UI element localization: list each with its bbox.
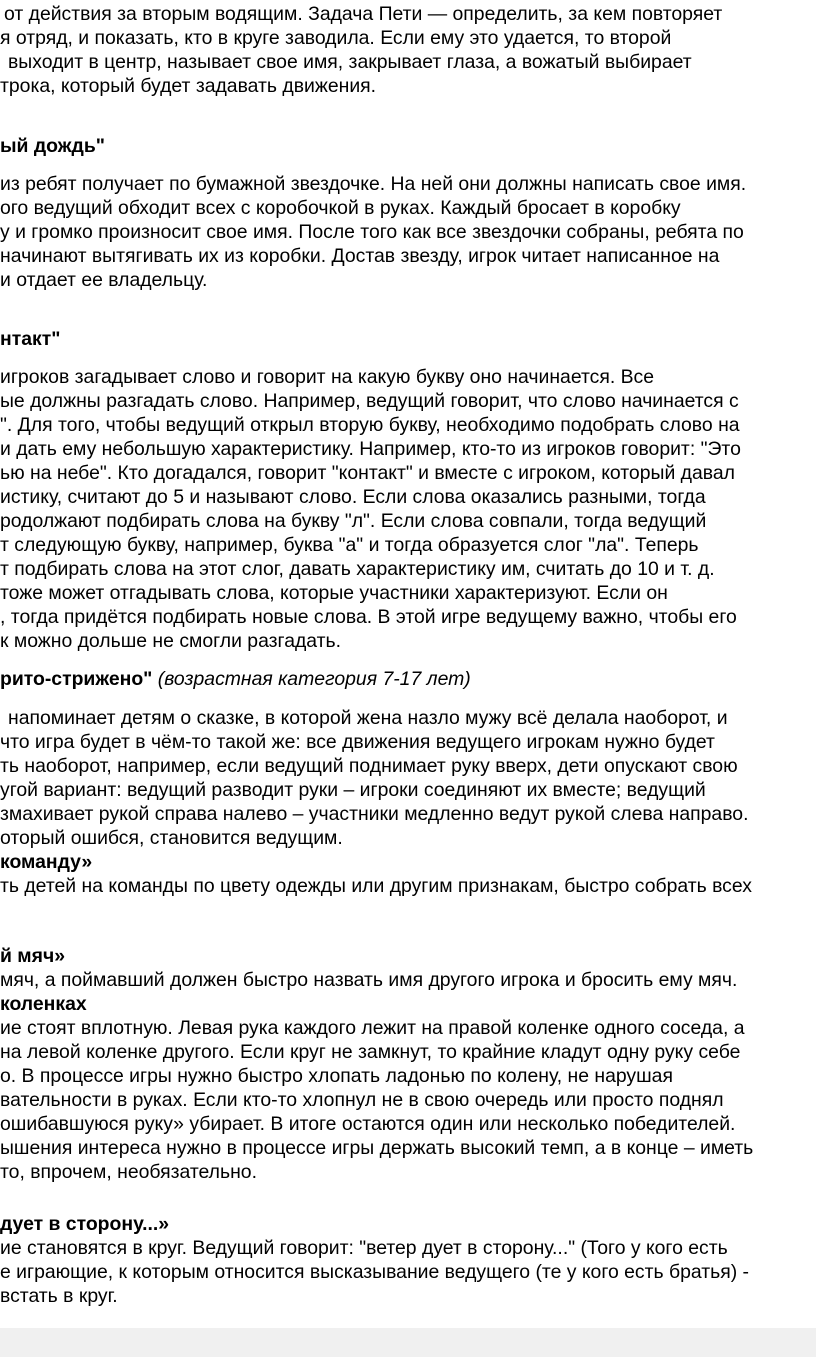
age-category-note: (возрастная категория 7-17 лет) [152, 668, 471, 690]
line-text: я отряд, и показать, кто в круге заводила. Если ему это удается, то второй [0, 27, 672, 49]
text-line [8, 50, 692, 74]
line-text: напоминает детям о сказке, в которой жена назло мужу всё делала наоборот, и [8, 707, 728, 729]
text-line [0, 826, 343, 850]
line-text: ошибавшуюся руку» убирает. В итоге остаются один или несколько победителей. [0, 1113, 736, 1135]
heading-text: ый дождь" [0, 135, 105, 157]
line-text: мяч, а поймавший должен быстро назвать имя другого игрока и бросить ему мяч. [0, 969, 738, 991]
line-text: ые должны разгадать слово. Например, ведущий говорит, что слово начинается с [0, 390, 739, 412]
line-text: ть детей на команды по цвету одежды или другим признакам, быстро собрать всех [0, 875, 752, 897]
line-text: то, впрочем, необязательно. [0, 1161, 257, 1183]
text-line [0, 1112, 735, 1136]
line-text: о. В процессе игры нужно быстро хлопать ладонью по колену, не нарушая [0, 1065, 673, 1087]
heading-text: дует в сторону...» [0, 1213, 170, 1235]
line-text: начинают вытягивать их из коробки. Достав звезду, игрок читает написанное на [0, 245, 720, 267]
text-line [0, 802, 748, 826]
text-line [0, 581, 668, 605]
heading-text: команду» [0, 851, 93, 873]
text-line [0, 874, 752, 898]
line-text: тоже может отгадывать слова, которые участники характеризуют. Если он [0, 582, 668, 604]
line-text: родолжают подбирать слова на букву "л". Если слова совпали, тогда ведущий [0, 510, 707, 532]
text-line [0, 1016, 745, 1040]
line-text: встать в круг. [0, 1285, 118, 1307]
text-line [0, 1236, 728, 1260]
text-line [0, 461, 735, 485]
text-line [0, 1160, 257, 1184]
line-text: и отдает ее владельцу. [0, 269, 208, 291]
line-text: ью на небе". Кто догадался, говорит "контакт" и вместе с игроком, который давал [0, 462, 735, 484]
line-text: от действия за вторым водящим. Задача Пети — определить, за кем повторяет [4, 3, 723, 25]
line-text: вательности в руках. Если кто-то хлопнул не в свою очередь или просто поднял [0, 1089, 724, 1111]
text-line [0, 74, 376, 98]
text-line [0, 172, 746, 196]
text-line [0, 533, 699, 557]
line-text: ие стоят вплотную. Левая рука каждого лежит на правой коленке одного соседа, а [0, 1017, 745, 1039]
line-text: что игра будет в чём-то такой же: все движения ведущего игрокам нужно будет [0, 731, 715, 753]
heading-text: рито-стрижено" [0, 668, 153, 690]
text-line [0, 730, 715, 754]
line-text: т следующую букву, например, буква "а" и тогда образуется слог "ла". Теперь [0, 534, 699, 556]
text-line [0, 629, 341, 653]
line-text: игроков загадывает слово и говорит на какую букву оно начинается. Все [0, 366, 655, 388]
text-line [0, 244, 719, 268]
text-line [0, 220, 744, 244]
text-line [0, 365, 654, 389]
text-line [0, 1040, 740, 1064]
heading-contact [0, 327, 60, 351]
heading-text: й мяч» [0, 945, 66, 967]
text-line [0, 1284, 118, 1308]
text-line [4, 2, 722, 26]
heading-text: коленках [0, 993, 87, 1015]
heading-ball [0, 944, 65, 968]
heading-team [0, 850, 92, 874]
text-line [0, 1064, 673, 1088]
text-line [0, 1088, 724, 1112]
text-line [0, 268, 207, 292]
line-text: к можно дольше не смогли разгадать. [0, 630, 342, 652]
line-text: истику, считают до 5 и называют слово. Если слова оказались разными, тогда [0, 486, 706, 508]
text-line [0, 1260, 749, 1284]
line-text: из ребят получает по бумажной звездочке. На ней они должны написать свое имя. [0, 173, 747, 195]
text-line [0, 437, 741, 461]
heading-knees [0, 992, 87, 1016]
line-text: ие становятся в круг. Ведущий говорит: "ветер дует в сторону..." (Того у кого есть [0, 1237, 728, 1259]
text-line [8, 706, 728, 730]
text-line [0, 968, 737, 992]
line-text: , тогда придётся подбирать новые слова. В этой игре ведущему важно, чтобы его [0, 606, 737, 628]
text-line [0, 485, 706, 509]
line-text: ть наоборот, например, если ведущий поднимает руку вверх, дети опускают свою [0, 755, 738, 777]
text-line [0, 557, 715, 581]
line-text: угой вариант: ведущий разводит руки – игроки соединяют их вместе; ведущий [0, 779, 706, 801]
line-text: ого ведущий обходит всех с коробочкой в руках. Каждый бросает в коробку [0, 197, 681, 219]
heading-star-rain [0, 134, 105, 158]
text-line [0, 605, 737, 629]
line-text: т подбирать слова на этот слог, давать характеристику им, считать до 10 и т. д. [0, 558, 715, 580]
text-line [0, 754, 738, 778]
text-line [0, 196, 681, 220]
page-bottom-band [0, 1328, 816, 1357]
text-line [0, 26, 671, 50]
line-text: и дать ему небольшую характеристику. Например, кто-то из игроков говорит: "Это [0, 438, 741, 460]
line-text: на левой коленке другого. Если круг не замкнут, то крайние кладут одну руку себе [0, 1041, 741, 1063]
heading-text: нтакт" [0, 328, 61, 350]
heading-wind [0, 1212, 169, 1236]
text-line [0, 778, 706, 802]
line-text: змахивает рукой справа налево – участники медленно ведут рукой слева направо. [0, 803, 749, 825]
line-text: у и громко произносит свое имя. После того как все звездочки собраны, ребята по [0, 221, 744, 243]
line-text: е играющие, к которым относится высказывание ведущего (те у кого есть братья) - [0, 1261, 750, 1283]
line-text: ышения интереса нужно в процессе игры держать высокий темп, а в конце – иметь [0, 1137, 754, 1159]
text-line [0, 509, 706, 533]
line-text: трока, который будет задавать движения. [0, 75, 377, 97]
text-line [0, 1136, 753, 1160]
text-line [0, 413, 740, 437]
line-text: оторый ошибся, становится ведущим. [0, 827, 343, 849]
line-text: ". Для того, чтобы ведущий открыл вторую букву, необходимо подобрать слово на [0, 414, 740, 436]
text-line [0, 389, 739, 413]
line-text: выходит в центр, называет свое имя, закрывает глаза, а вожатый выбирает [8, 51, 692, 73]
heading-shorn [0, 667, 471, 691]
